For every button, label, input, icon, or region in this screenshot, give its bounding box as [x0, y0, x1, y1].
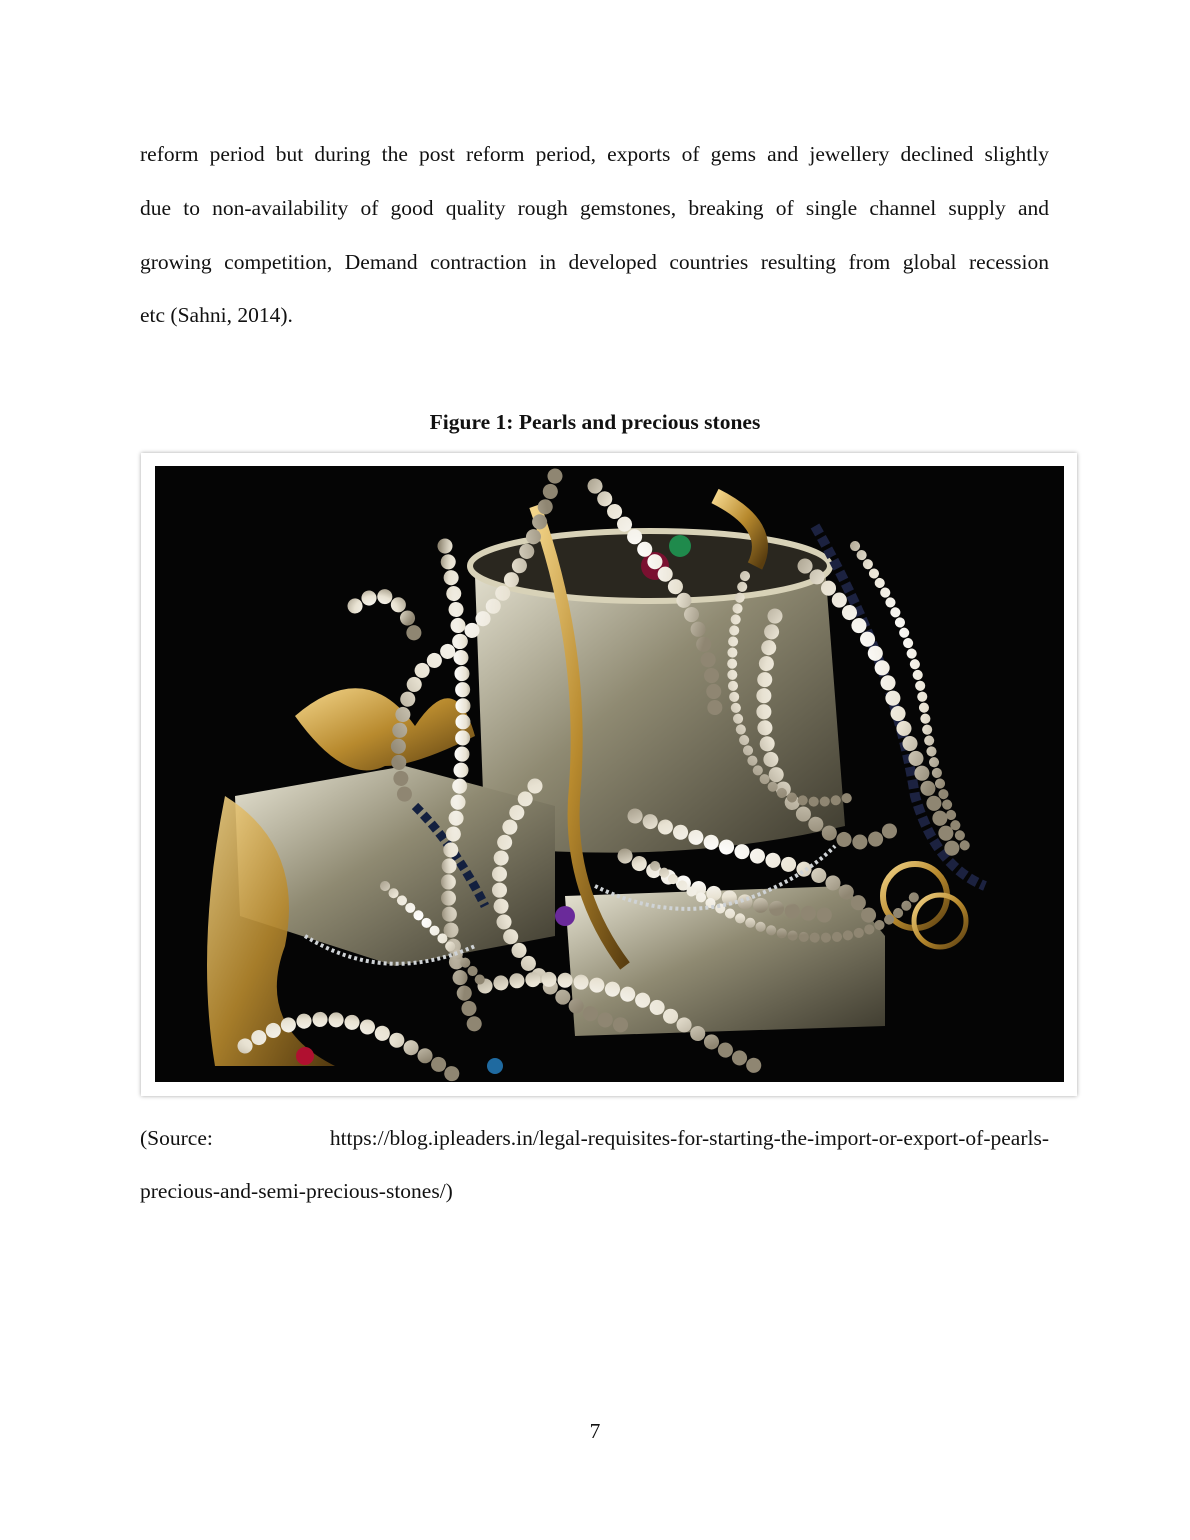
jewellery-photo: [155, 466, 1064, 1082]
source-prefix: (Source:: [140, 1126, 213, 1150]
body-text-line-3: growing competition, Demand contraction in developed countries resulting from global recession: [140, 250, 1049, 274]
jewellery-illustration: [155, 466, 1064, 1082]
body-text-line-4: etc (Sahni, 2014).: [140, 303, 293, 327]
source-url-part-1: https://blog.ipleaders.in/legal-requisites-for-starting-the-import-or-export-of-pearls-: [329, 1126, 1049, 1150]
figure-frame: [141, 453, 1077, 1096]
figure-caption: Figure 1: Pearls and precious stones: [429, 410, 761, 434]
page-number: 7: [589, 1419, 601, 1443]
figure-source-line-1: [140, 1124, 1049, 1152]
figure-source-line-2: precious-and-semi-precious-stones/): [140, 1179, 453, 1203]
body-text-line-2: due to non-availability of good quality rough gemstones, breaking of single channel supply and: [140, 196, 1049, 220]
body-text-line-1: reform period but during the post reform period, exports of gems and jewellery declined slightly: [140, 142, 1049, 166]
